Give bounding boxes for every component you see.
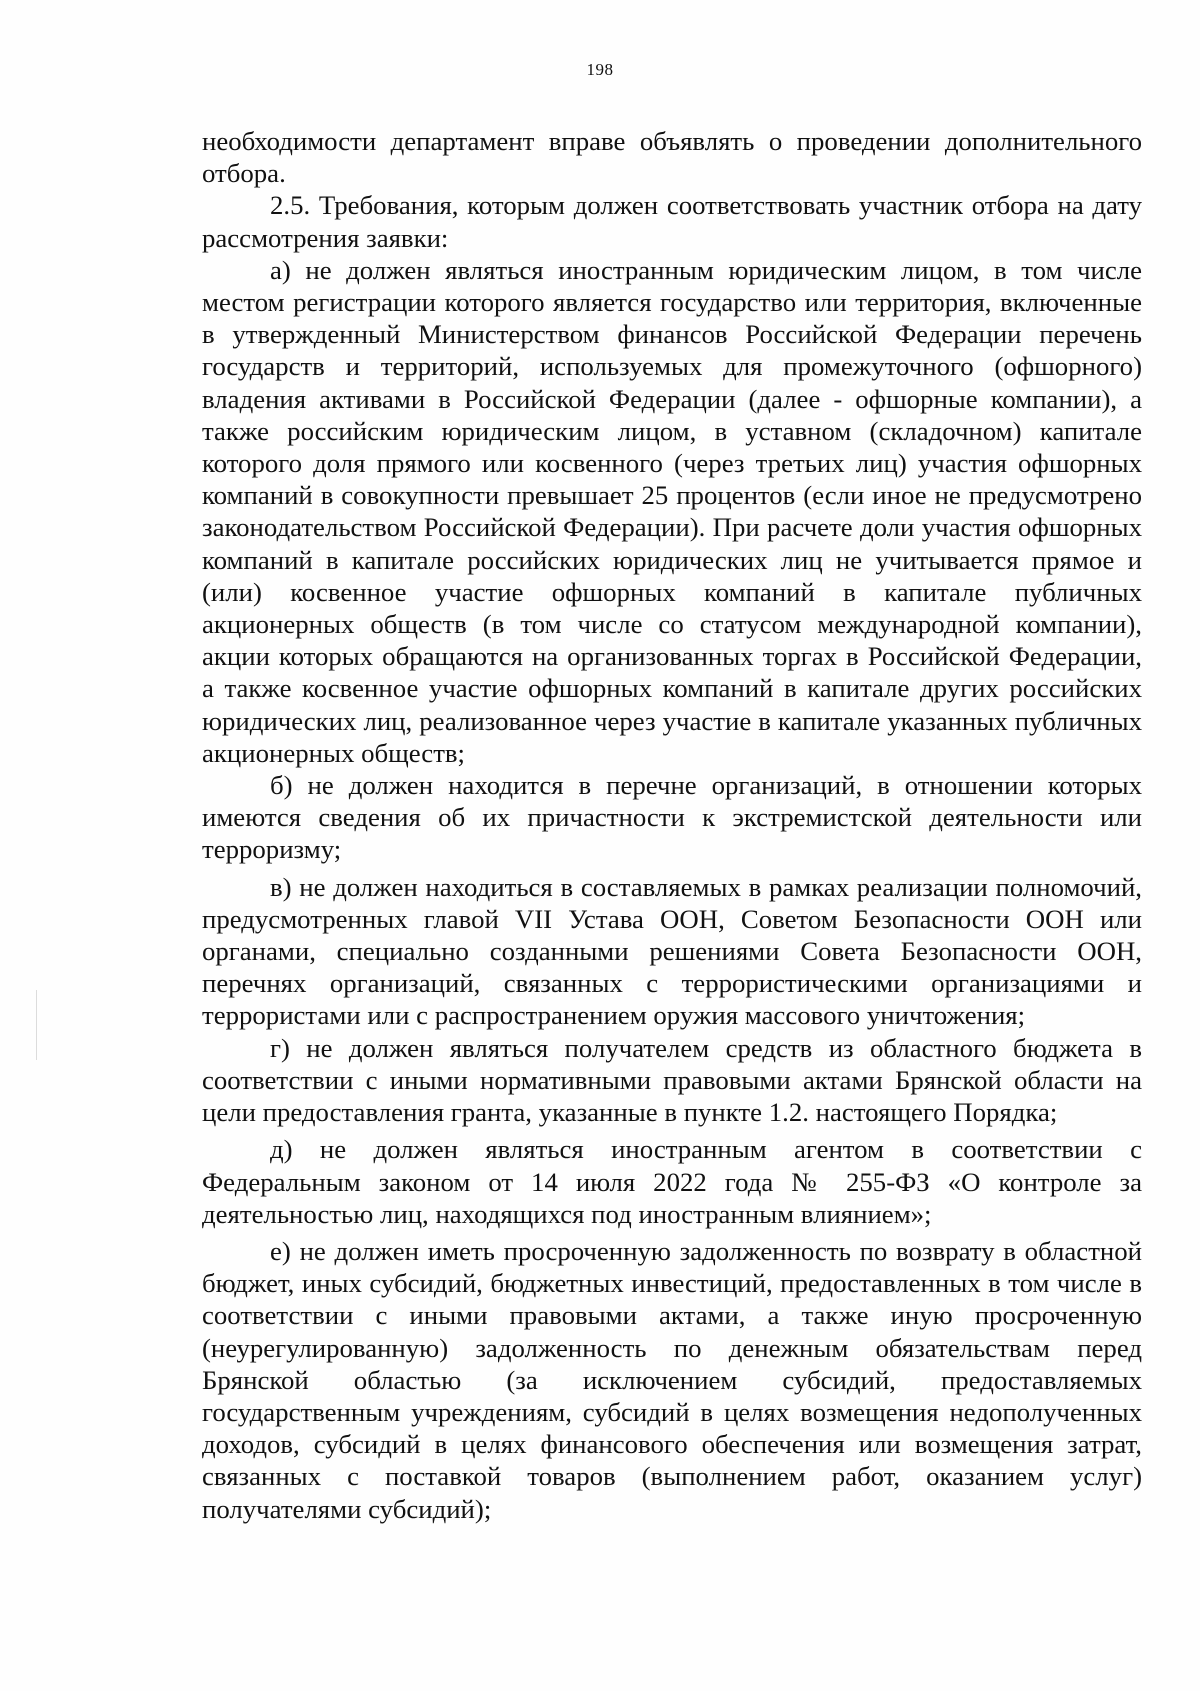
paragraph-item-g: г) не должен являться получателем средств из областного бюджета в соответствии с иными нормативными правовыми актами Брянской области на цели предоставления гранта, указанные в пункте 1.2. настоящего Порядка; (202, 1032, 1142, 1128)
page-number: 198 (586, 60, 614, 79)
paragraph-item-e: е) не должен иметь просроченную задолженность по возврату в областной бюджет, иных субсидий, бюджетных инвестиций, предоставленных в том числе в соответствии с иными правовыми актами, а также иную просроченную (неурегулированную) задолженность по денежным обязательствам перед Брянской областью (за исключением субсидий, предоставляемых государственным учреждениям, субсидий в целях возмещения недополученных доходов, субсидий в целях финансового обеспечения или возмещения затрат, связанных с поставкой товаров (выполнением работ, оказанием услуг) получателями субсидий); (202, 1235, 1142, 1524)
paragraph-item-a: а) не должен являться иностранным юридическим лицом, в том числе местом регистрации которого является государство или территория, включенные в утвержденный Министерством финансов Российской Федерации перечень государств и территорий, используемых для промежуточного (офшорного) владения активами в Российской Федерации (далее - офшорные компании), а также российским юридическим лицом, в уставном (складочном) капитале которого доля прямого или косвенного (через третьих лиц) участия офшорных компаний в совокупности превышает 25 процентов (если иное не предусмотрено законодательством Российской Федерации). При расчете доли участия офшорных компаний в капитале российских юридических лиц не учитывается прямое и (или) косвенное участие офшорных компаний в капитале публичных акционерных обществ (в том числе со статусом международной компании), акции которых обращаются на организованных торгах в Российской Федерации, а также косвенное участие офшорных компаний в капитале других российских юридических лиц, реализованное через участие в капитале указанных публичных акционерных обществ; (202, 254, 1142, 768)
paragraph-item-v: в) не должен находиться в составляемых в рамках реализации полномочий, предусмотренных главой VII Устава ООН, Советом Безопасности ООН или органами, специально созданными решениями Совета Безопасности ООН, перечнях организаций, связанных с террористическими организациями и террористами или с распространением оружия массового уничтожения; (202, 871, 1142, 1031)
paragraph-item-d: д) не должен являться иностранным агентом в соответствии с Федеральным законом от 14 июля 2022 года № 255-ФЗ «О контроле за деятельностью лиц, находящихся под иностранным влиянием»; (202, 1134, 1142, 1229)
paragraph-requirements-heading: 2.5. Требования, которым должен соответствовать участник отбора на дату рассмотрения заявки: (202, 190, 1142, 253)
scan-artifact (36, 990, 37, 1060)
paragraph-continuation: необходимости департамент вправе объявлять о проведении дополнительного отбора. (202, 126, 1142, 189)
document-body (202, 125, 1142, 1525)
paragraph-item-b: б) не должен находится в перечне организаций, в отношении которых имеются сведения об их причастности к экстремистской деятельности или терроризму; (202, 770, 1142, 865)
